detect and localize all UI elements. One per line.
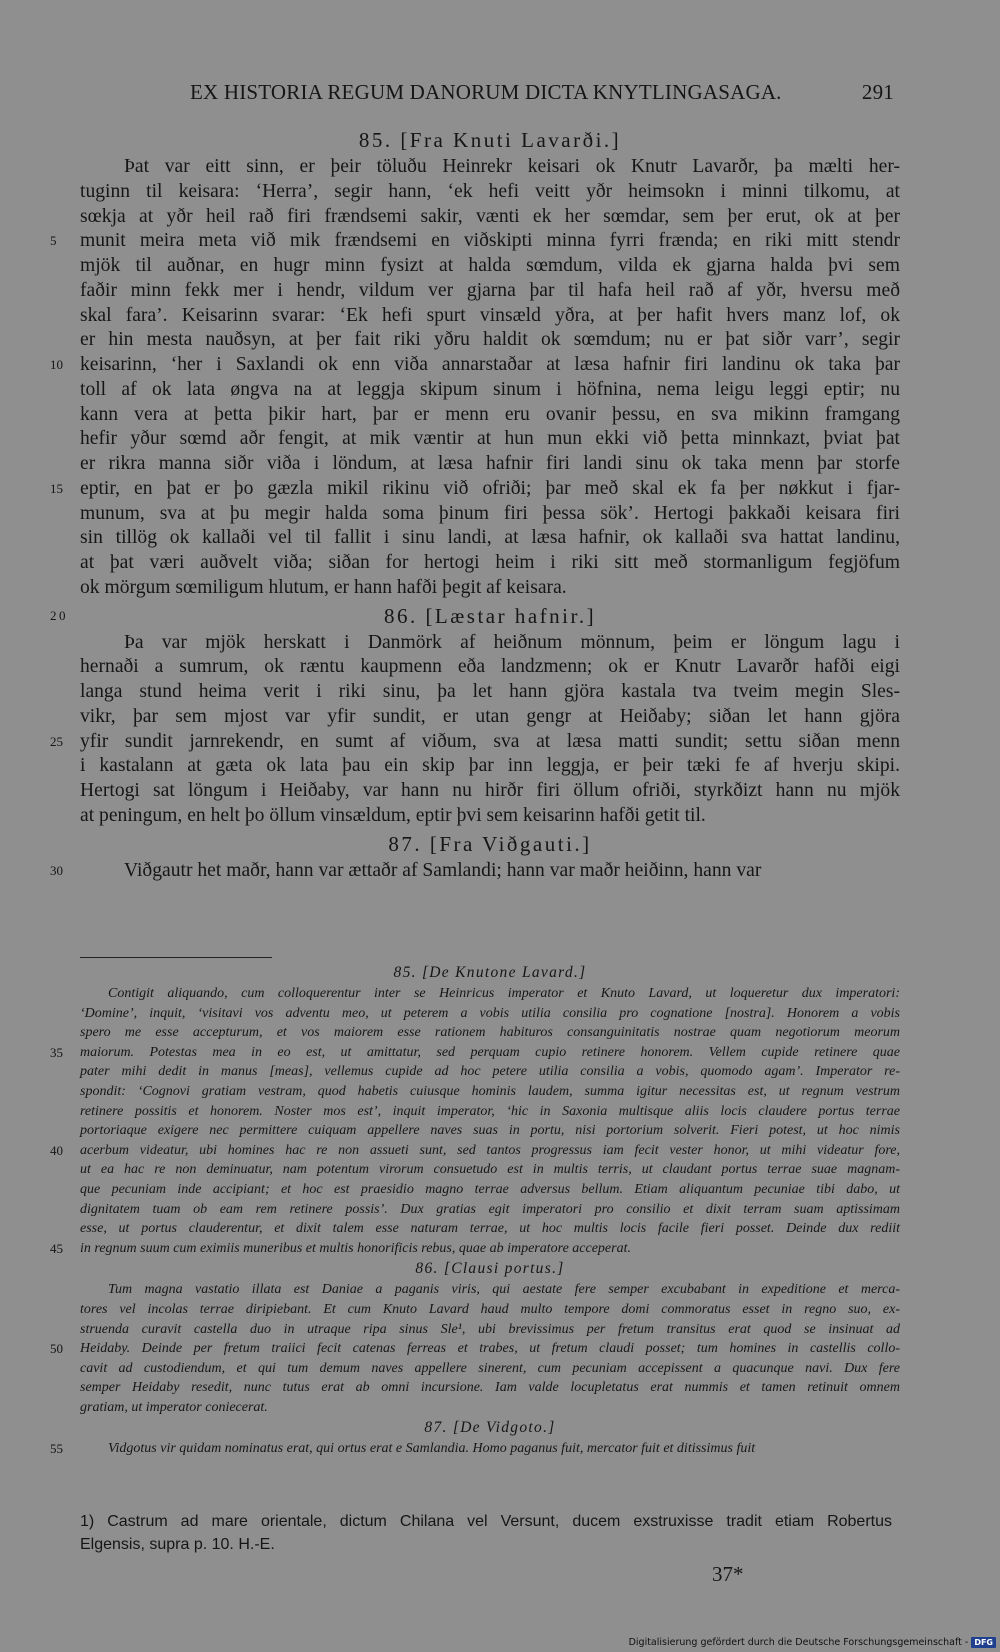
- text-line: [80, 427, 900, 452]
- latin-line: [80, 1320, 900, 1340]
- latin-line: [80, 1300, 900, 1320]
- line-number: 45: [50, 1240, 63, 1256]
- latin-translation-block: [50, 962, 900, 1459]
- latin-chapter-heading: 86. [Clausi portus.]: [415, 1260, 565, 1278]
- latin-line: [80, 1359, 900, 1379]
- latin-line-text: que pecuniam inde accipiant; et hoc est praesidio magno terrae adversus bellum. Etiam aliquantum pecuniae tibi dabo, ut: [80, 1181, 900, 1197]
- latin-line-text: maiorum. Potestas mea in eo est, ut amittatur, sed perquam cupio retinere honorem. Vellem cupide retinere quae: [80, 1044, 900, 1060]
- signature-mark: 37*: [712, 1562, 744, 1586]
- footnote-line: Elgensis, supra p. 10. H.-E.: [80, 1536, 275, 1553]
- text-line: [80, 576, 900, 601]
- text-line: [80, 279, 900, 304]
- chapter-heading: 85. [Fra Knuti Lavarði.]: [358, 128, 622, 152]
- text-line: [80, 655, 900, 680]
- line-number: 55: [50, 1441, 63, 1457]
- line-number: 35: [50, 1044, 63, 1060]
- text-line: [80, 378, 900, 403]
- text-line: [80, 804, 900, 829]
- line-text: Hertogi sat löngum i Heiðaby, var hann nu hirðr firi öllum ofriði, styrkðizt hann nu mjök: [80, 780, 900, 801]
- text-line: [50, 859, 900, 884]
- text-line: [50, 730, 900, 755]
- text-line: [50, 353, 900, 378]
- latin-line-text: gratiam, ut imperator coniecerat.: [80, 1399, 268, 1415]
- text-line: [50, 229, 900, 254]
- latin-line-text: cavit ad custodiendum, et qui tum demum naves appellere sinerent, cum pecuniam accepissent a quacunque navi. Dux fere: [80, 1360, 900, 1376]
- latin-line-text: pater mihi dedit in manus [meas], vellemus cupide ad hoc petere utilia consilia a vobis, quomodo agam’. Imperator re-: [80, 1064, 900, 1080]
- latin-line-text: Tum magna vastatio illata est Daniae a paganis viris, qui aestate fere semper excubabant in expeditione et merca-: [108, 1282, 900, 1298]
- line-text: Viðgautr het maðr, hann var ættaðr af Samlandi; hann var maðr heiðinn, hann var: [124, 859, 762, 881]
- funding-text: Digitalisierung gefördert durch die Deutsche Forschungsgemeinschaft -: [628, 1637, 969, 1648]
- text-line: [80, 526, 900, 551]
- latin-line-text: spero me esse accepturum, et vos maiorem esse rationem habituros consanguinitatis nostrae quam negotiorum meorum: [80, 1025, 900, 1041]
- page-number: 291: [861, 80, 894, 104]
- line-text: munit meira meta við mik frændsemi en viðskipti minna fyrri frænda; en riki mitt stendr: [80, 230, 900, 252]
- latin-line: [50, 1141, 900, 1161]
- dfg-logo: DFG: [971, 1637, 996, 1648]
- line-text: er rikra manna siðr viða i löndum, at læsa hafnir firi landi sinu ok taka menn þar storfe: [80, 453, 900, 474]
- funding-note: [629, 1637, 996, 1648]
- line-number: 5: [50, 233, 57, 249]
- line-text: langa stund heima verit i riki sinu, þa let hann gjöra kastala tva tveim megin Sles-: [80, 681, 900, 702]
- latin-chapter-heading: 87. [De Vidgoto.]: [424, 1419, 556, 1437]
- latin-line: [50, 1439, 900, 1459]
- latin-line-text: acerbum videatur, ubi homines hac re non assueti sunt, sed tantos progressus iam fecit vester honor, ut mihi videatur fore,: [80, 1142, 900, 1158]
- text-line: [80, 631, 900, 656]
- line-text: Þa var mjök herskatt i Danmörk af heiðnum mönnum, þeim er löngum lagu i: [124, 631, 900, 653]
- line-text: mjök til auðnar, en hugr minn fysizt at halda sœmdum, vilda ek gjarna halda þvi sem: [80, 255, 900, 276]
- latin-line: [80, 1200, 900, 1220]
- latin-line-text: Vidgotus vir quidam nominatus erat, qui ortus erat e Samlandia. Homo paganus fuit, mercator fuit et ditissimus fuit: [108, 1441, 756, 1457]
- latin-line-text: ‘Domine’, inquit, ‘visitavi vos adventu meo, ut peterem a vobis utilia consilia pro cognatione [nostra]. Honorem a vobis: [80, 1005, 900, 1021]
- text-line: [80, 205, 900, 230]
- latin-line: [80, 984, 900, 1004]
- line-number: 15: [50, 480, 63, 496]
- line-text: tuginn til keisara: ‘Herra’, segir hann, ‘ek hefi veitt yðr heimsokn i minni tilkomu, at: [80, 180, 900, 202]
- line-text: eptir, en þat er þo gæzla mikil rikinu við ofriði; þar með skal ek fa þer nøkkut i fjar-: [80, 477, 900, 499]
- line-text: er hin mesta nauðsyn, at þer fait riki yðru haldit ok sœmdum; nu er þat siðr varr’, segir: [80, 329, 900, 351]
- latin-line: [80, 1121, 900, 1141]
- latin-line-text: ut ea hac re non deminuatur, nam potentum virorum consuetudo est in multis terris, ut claudant portus terrae suae magnam-: [80, 1162, 900, 1178]
- latin-line-text: struenda curavit castella duo in utraque ripa sinus Sle¹, ubi brevissimus per fretum transitus erat quod se insinuat ad: [80, 1321, 900, 1337]
- latin-line: [80, 1180, 900, 1200]
- footnote-rule: [80, 957, 272, 958]
- text-line: [80, 502, 900, 527]
- line-text: skal fara’. Keisarinn svarar: ‘Ek hefi spurt vinsæld yðra, at þer hafit hvers manz lof, ok: [80, 304, 900, 326]
- footnote: [80, 1510, 892, 1556]
- line-text: i kastalann at gæta ok lata þau ein skip þar inn leggja, er þeir tæki fe af hverju skipi.: [80, 755, 900, 777]
- line-text: sin tillög ok kallaði vel til fallit i sinu landi, at læsa hafnir, ok kallaði sva hattat landinu,: [80, 527, 900, 549]
- line-text: vikr, þar sem mjost var yfir sundit, er utan gengr at Heiðaby; siðan let hann gjöra: [80, 705, 900, 727]
- latin-line-text: spondit: ‘Cognovi gratiam vestram, quod habetis cuiusque hominis laudem, summa igitur necessitas est, ut regnum vestrum: [80, 1083, 900, 1099]
- line-text: sœkja at yðr heil rað firi frændsemi sakir, vænti ek her sœmdar, sem þer erut, ok at þer: [80, 205, 900, 227]
- line-text: toll af ok lata øngva na at leggja skipum sinum i höfnina, nema leigu leggi eptir; nu: [80, 378, 900, 400]
- line-text: yfir sundit jarnrekendr, en sumt af viðum, sva at læsa matti sundit; settu siðan menn: [80, 730, 900, 752]
- text-line: [80, 304, 900, 329]
- latin-line: [80, 1378, 900, 1398]
- latin-line: [50, 1339, 900, 1359]
- text-line: [80, 754, 900, 779]
- text-line: [50, 477, 900, 502]
- latin-line-text: Contigit aliquando, cum colloquerentur inter se Heinricus imperator et Knuto Lavard, ut loqueretur dux imperatori:: [108, 986, 900, 1001]
- latin-line: [50, 1043, 900, 1063]
- line-text: ok mörgum sœmiligum hlutum, er hann hafði þegit af keisara.: [80, 576, 567, 598]
- line-text: at þat væri auðvelt viða; siðan for hertogi heim i riki sitt með stormanligum fegjöfum: [80, 552, 900, 573]
- latin-line: [80, 1219, 900, 1239]
- text-line: [80, 155, 900, 180]
- line-number: 40: [50, 1142, 63, 1158]
- latin-line: [80, 1102, 900, 1122]
- latin-line: [80, 1062, 900, 1082]
- footnote-line: 1) Castrum ad mare orientale, dictum Chilana vel Versunt, ducem exstruxisse tradit etiam Robertus: [80, 1513, 892, 1530]
- latin-line-text: semper Heidaby resedit, nunc tutus erat ab omni incursione. Iam valde locupletatus erat nummis et tamen retinuit omnem: [80, 1380, 900, 1396]
- latin-line-text: esse, ut portus clauderentur, et dixit talem esse naturam terrae, ut hoc multis locis facile fieri posset. Deinde dux rediit: [80, 1221, 900, 1237]
- text-line: [80, 680, 900, 705]
- line-text: Þat var eitt sinn, er þeir töluðu Heinrekr keisari ok Knutr Lavarðr, þa mælti her-: [124, 156, 900, 177]
- line-number: 50: [50, 1341, 63, 1357]
- line-text: hefir yður sœmd aðr fengit, at mik væntir at hun mun ekki við þetta minnkazt, þviat þat: [80, 428, 900, 450]
- text-line: [80, 705, 900, 730]
- line-number: 25: [50, 733, 63, 749]
- line-text: hernaði a sumrum, ok ræntu kaupmenn eða landzmenn; ok er Knutr Lavarðr hafði eigi: [80, 656, 900, 678]
- line-text: faðir minn fekk mer i hendr, vildum ver gjarna þar til hafa heil rað af yðr, hversu með: [80, 279, 900, 301]
- line-number: 20: [50, 607, 68, 623]
- latin-line-text: portoriaque exigere nec permittere cuiquam appellere naves suas in portu, nisi portorium solverit. Fieri potest, ut hoc nimis: [80, 1123, 900, 1139]
- chapter-heading: 87. [Fra Viðgauti.]: [388, 831, 592, 856]
- main-text-block: [50, 125, 900, 883]
- text-line: [80, 779, 900, 804]
- latin-line-text: retinere possitis et honorem. Noster mos est’, inquit imperator, ‘hic in Saxonia multisque aliis locis claudere portus terrae: [80, 1103, 900, 1119]
- text-line: [80, 328, 900, 353]
- running-title: EX HISTORIA REGUM DANORUM DICTA KNYTLINGASAGA.: [190, 80, 782, 104]
- text-line: [80, 180, 900, 205]
- line-text: munum, sva at þu megir halda soma þinum firi þessa sök’. Hertogi þakkaði keisara firi: [80, 502, 900, 524]
- latin-line: [80, 1398, 900, 1418]
- latin-line-text: Heidaby. Deinde per fretum traiici fecit catenas ferreas et trabes, ut fretum claudi posset; tum homines in castellis collo-: [80, 1341, 900, 1357]
- latin-line-text: dignitatem tuam ob eam rem retinere possis’. Dux gratias egit imperatori pro consilio et dixit terram suam aptissimam: [80, 1201, 900, 1217]
- latin-line-text: tores vel incolas terrae diripiebant. Et cum Knuto Lavard haud multo tempore domi commoratus esset in regno suo, ex-: [80, 1301, 900, 1317]
- latin-line: [80, 1160, 900, 1180]
- latin-line: [80, 1280, 900, 1300]
- latin-line: [80, 1004, 900, 1024]
- latin-chapter-heading: 85. [De Knutone Lavard.]: [393, 964, 587, 981]
- line-text: kann vera at þetta þikir hart, þar er menn eru ovanir þessu, en sva mikinn framgang: [80, 403, 900, 425]
- text-line: [80, 551, 900, 576]
- latin-line: [80, 1023, 900, 1043]
- text-line: [80, 452, 900, 477]
- text-line: [80, 254, 900, 279]
- latin-line: [80, 1082, 900, 1102]
- latin-line: [50, 1239, 900, 1259]
- line-number: 10: [50, 357, 63, 372]
- line-text: at peningum, en helt þo öllum vinsældum, eptir þvi sem keisarinn hafði getit til.: [80, 804, 706, 826]
- chapter-heading: 86. [Læstar hafnir.] 20: [80, 601, 900, 631]
- line-number: 30: [50, 862, 63, 878]
- text-line: [80, 403, 900, 428]
- latin-line-text: in regnum suum cum eximiis muneribus et multis honorificis rebus, quae ab imperatore acceperat.: [80, 1240, 631, 1256]
- line-text: keisarinn, ‘her i Saxlandi ok enn viða annarstaðar at læsa hafnir firi landinu ok taka þar: [80, 354, 900, 375]
